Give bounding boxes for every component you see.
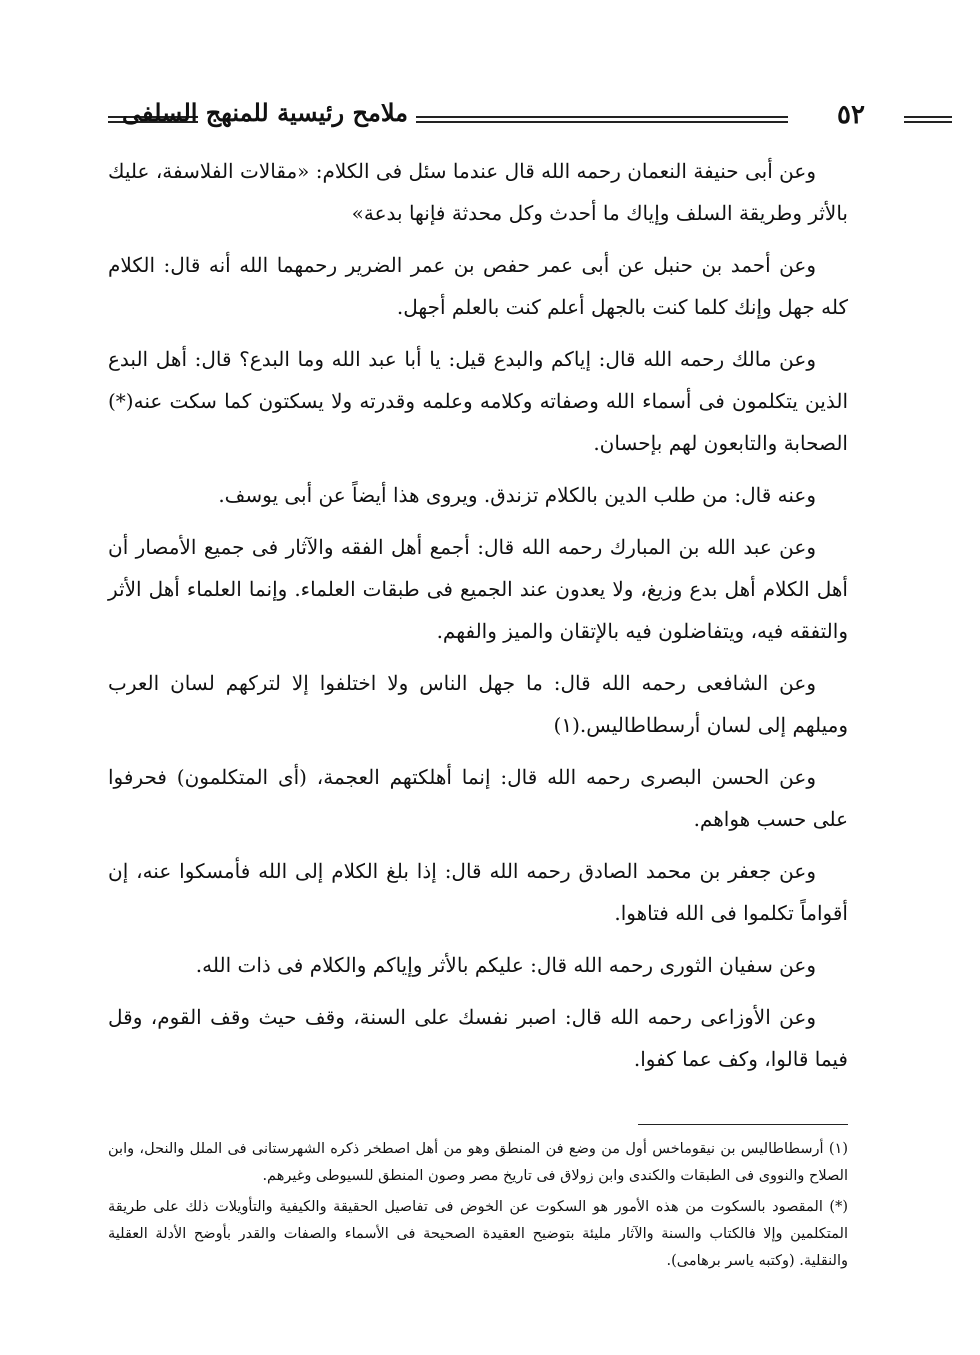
paragraph-shafii: وعن الشافعى رحمه الله قال: ما جهل الناس ولا اختلفوا إلا لتركهم لسان العرب وميلهم إلى لسان أرسطاطاليس.(١) bbox=[108, 671, 848, 737]
paragraph-ibn-al-mubarak: وعن عبد الله بن المبارك رحمه الله قال: أجمع أهل الفقه والآثار فى جميع الأمصار أن أهل الكلام أهل بدع وزيغ، ولا يعدون عند الجميع فى طبقات العلماء. وإنما العلماء أهل الأثر والتفقه فيه، ويتفاضلون فيه بالإتقان والميز والفهم. bbox=[108, 535, 848, 643]
paragraph-sufyan-thawri: وعن سفيان الثورى رحمه الله قال: عليكم بالأثر وإياكم والكلام فى ذات الله. bbox=[195, 953, 816, 977]
paragraph-jafar-sadiq: وعن جعفر بن محمد الصادق رحمه الله قال: إذا بلغ الكلام إلى الله فأمسكوا عنه، إن أقواماً تكلموا فى الله فتاهوا. bbox=[108, 859, 848, 925]
header-rule-right bbox=[904, 116, 952, 123]
paragraph-abu-hanifa: وعن أبى حنيفة النعمان رحمه الله قال عندما سئل فى الكلام: «مقالات الفلاسفة، عليك بالأثر وطريقة السلف وإياك ما أحدث وكل محدثة فإنها بدعة» bbox=[108, 159, 848, 225]
running-title: ملامح رئيسية للمنهج السلفى bbox=[121, 98, 408, 127]
footnote-separator bbox=[638, 1124, 848, 1125]
paragraph-awzai: وعن الأوزاعى رحمه الله قال: اصبر نفسك على السنة، وقف حيث وقف القوم، وقل فيما قالوا، وكف عما كفوا. bbox=[108, 1005, 848, 1071]
main-text bbox=[108, 150, 848, 1090]
footnote-asterisk: (*) المقصود بالسكوت من هذه الأمور هو السكوت عن الخوض فى تفاصيل الحقيقة والكيفية والتأويلات ذلك على طريقة المتكلمين وإلا فالكتاب والسنة والآثار مليئة بتوضيح العقيدة الصحيحة فى الأسماء والصفات والقدر بأوضح الأدلة العقلية والنقلية. (وكتبه ياسر برهامى). bbox=[108, 1199, 848, 1269]
footnote-1: (١) أرسطاطاليس بن نيقوماخس أول من وضع فن المنطق وهو من أهل اصطخر ذكره الشهرستانى فى الملل والنحل، وابن الصلاح والنووى فى الطبقات والكندى وابن زولاق فى تاريخ مصر وصون المنطق للسيوطى وغيرهم. bbox=[108, 1141, 848, 1184]
paragraph-ahmad-ibn-hanbal: وعن أحمد بن حنبل عن أبى عمر حفص بن عمر الضرير رحمهما الله أنه قال: الكلام كله جهل وإنك كلما كنت بالجهل أعلم كنت بالعلم أجهل. bbox=[108, 253, 848, 319]
header-rule-middle bbox=[416, 116, 788, 123]
page-number: ٥٢ bbox=[837, 100, 865, 130]
paragraph-malik: وعن مالك رحمه الله قال: إياكم والبدع قيل: يا أبا عبد الله وما البدع؟ قال: أهل البدع الذين يتكلمون فى أسماء الله وصفاته وكلامه وعلمه وقدرته ولا يسكتون كما سكت عنه(*) الصحابة والتابعون لهم بإحسان. bbox=[108, 347, 849, 455]
footnotes bbox=[108, 1136, 848, 1279]
running-header bbox=[108, 98, 865, 142]
paragraph-malik-zandaqa: وعنه قال: من طلب الدين بالكلام تزندق. ويروى هذا أيضاً عن أبى يوسف. bbox=[218, 483, 816, 507]
paragraph-hasan-basri: وعن الحسن البصرى رحمه الله قال: إنما أهلكتهم العجمة، (أى المتكلمون) فحرفوا على حسب هواهم. bbox=[108, 765, 848, 831]
